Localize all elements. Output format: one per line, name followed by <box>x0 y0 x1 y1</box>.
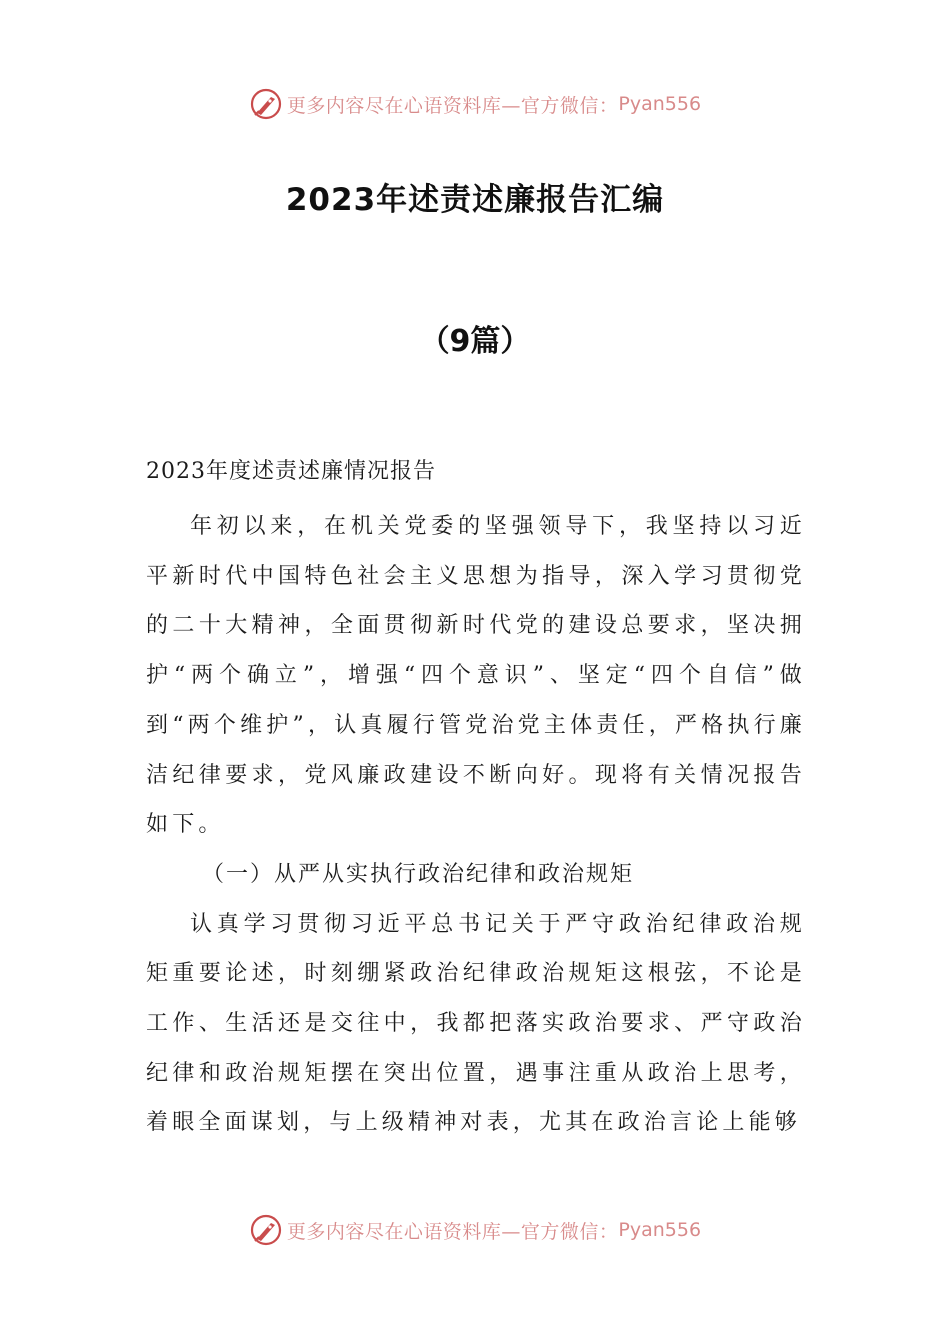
watermark-text: 更多内容尽在心语资料库—官方微信： <box>286 94 619 117</box>
document-body <box>146 452 806 1148</box>
watermark-banner-bottom <box>0 1210 950 1250</box>
pen-nib-logo-icon <box>249 87 283 121</box>
document-subtitle: （9篇） <box>419 324 531 359</box>
pen-nib-logo-icon <box>249 1213 283 1247</box>
watermark-banner-top <box>0 84 950 124</box>
paragraph-intro: 年初以来，在机关党委的坚强领导下，我坚持以习近平新时代中国特色社会主义思想为指导，深入学习贯彻党的二十大精神，全面贯彻新时代党的建设总要求，坚决拥护“两个确立”，增强“四个意识”、坚定“四个自信”做到“两个维护”，认真履行管党治党主体责任，严格执行廉洁纪律要求，党风廉政建设不断向好。现将有关情况报告如下。 <box>146 514 806 838</box>
watermark-text: 更多内容尽在心语资料库—官方微信： <box>286 1220 619 1243</box>
section-heading-1: （一）从严从实执行政治纪律和政治规矩 <box>202 861 635 887</box>
paragraph-section-1: 认真学习贯彻习近平总书记关于严守政治纪律政治规矩重要论述，时刻绷紧政治纪律政治规矩这根弦，不论是工作、生活还是交往中，我都把落实政治要求、严守政治纪律和政治规矩摆在突出位置，遇事注重从政治上思考，着眼全面谋划，与上级精神对表，尤其在政治言论上能够 <box>146 911 806 1136</box>
document-title: 2023年述责述廉报告汇编 <box>285 182 665 218</box>
watermark-wechat-id: Pyan556 <box>618 1219 702 1241</box>
report-title: 2023年度述责述廉情况报告 <box>146 459 436 484</box>
watermark-wechat-id: Pyan556 <box>618 93 702 115</box>
